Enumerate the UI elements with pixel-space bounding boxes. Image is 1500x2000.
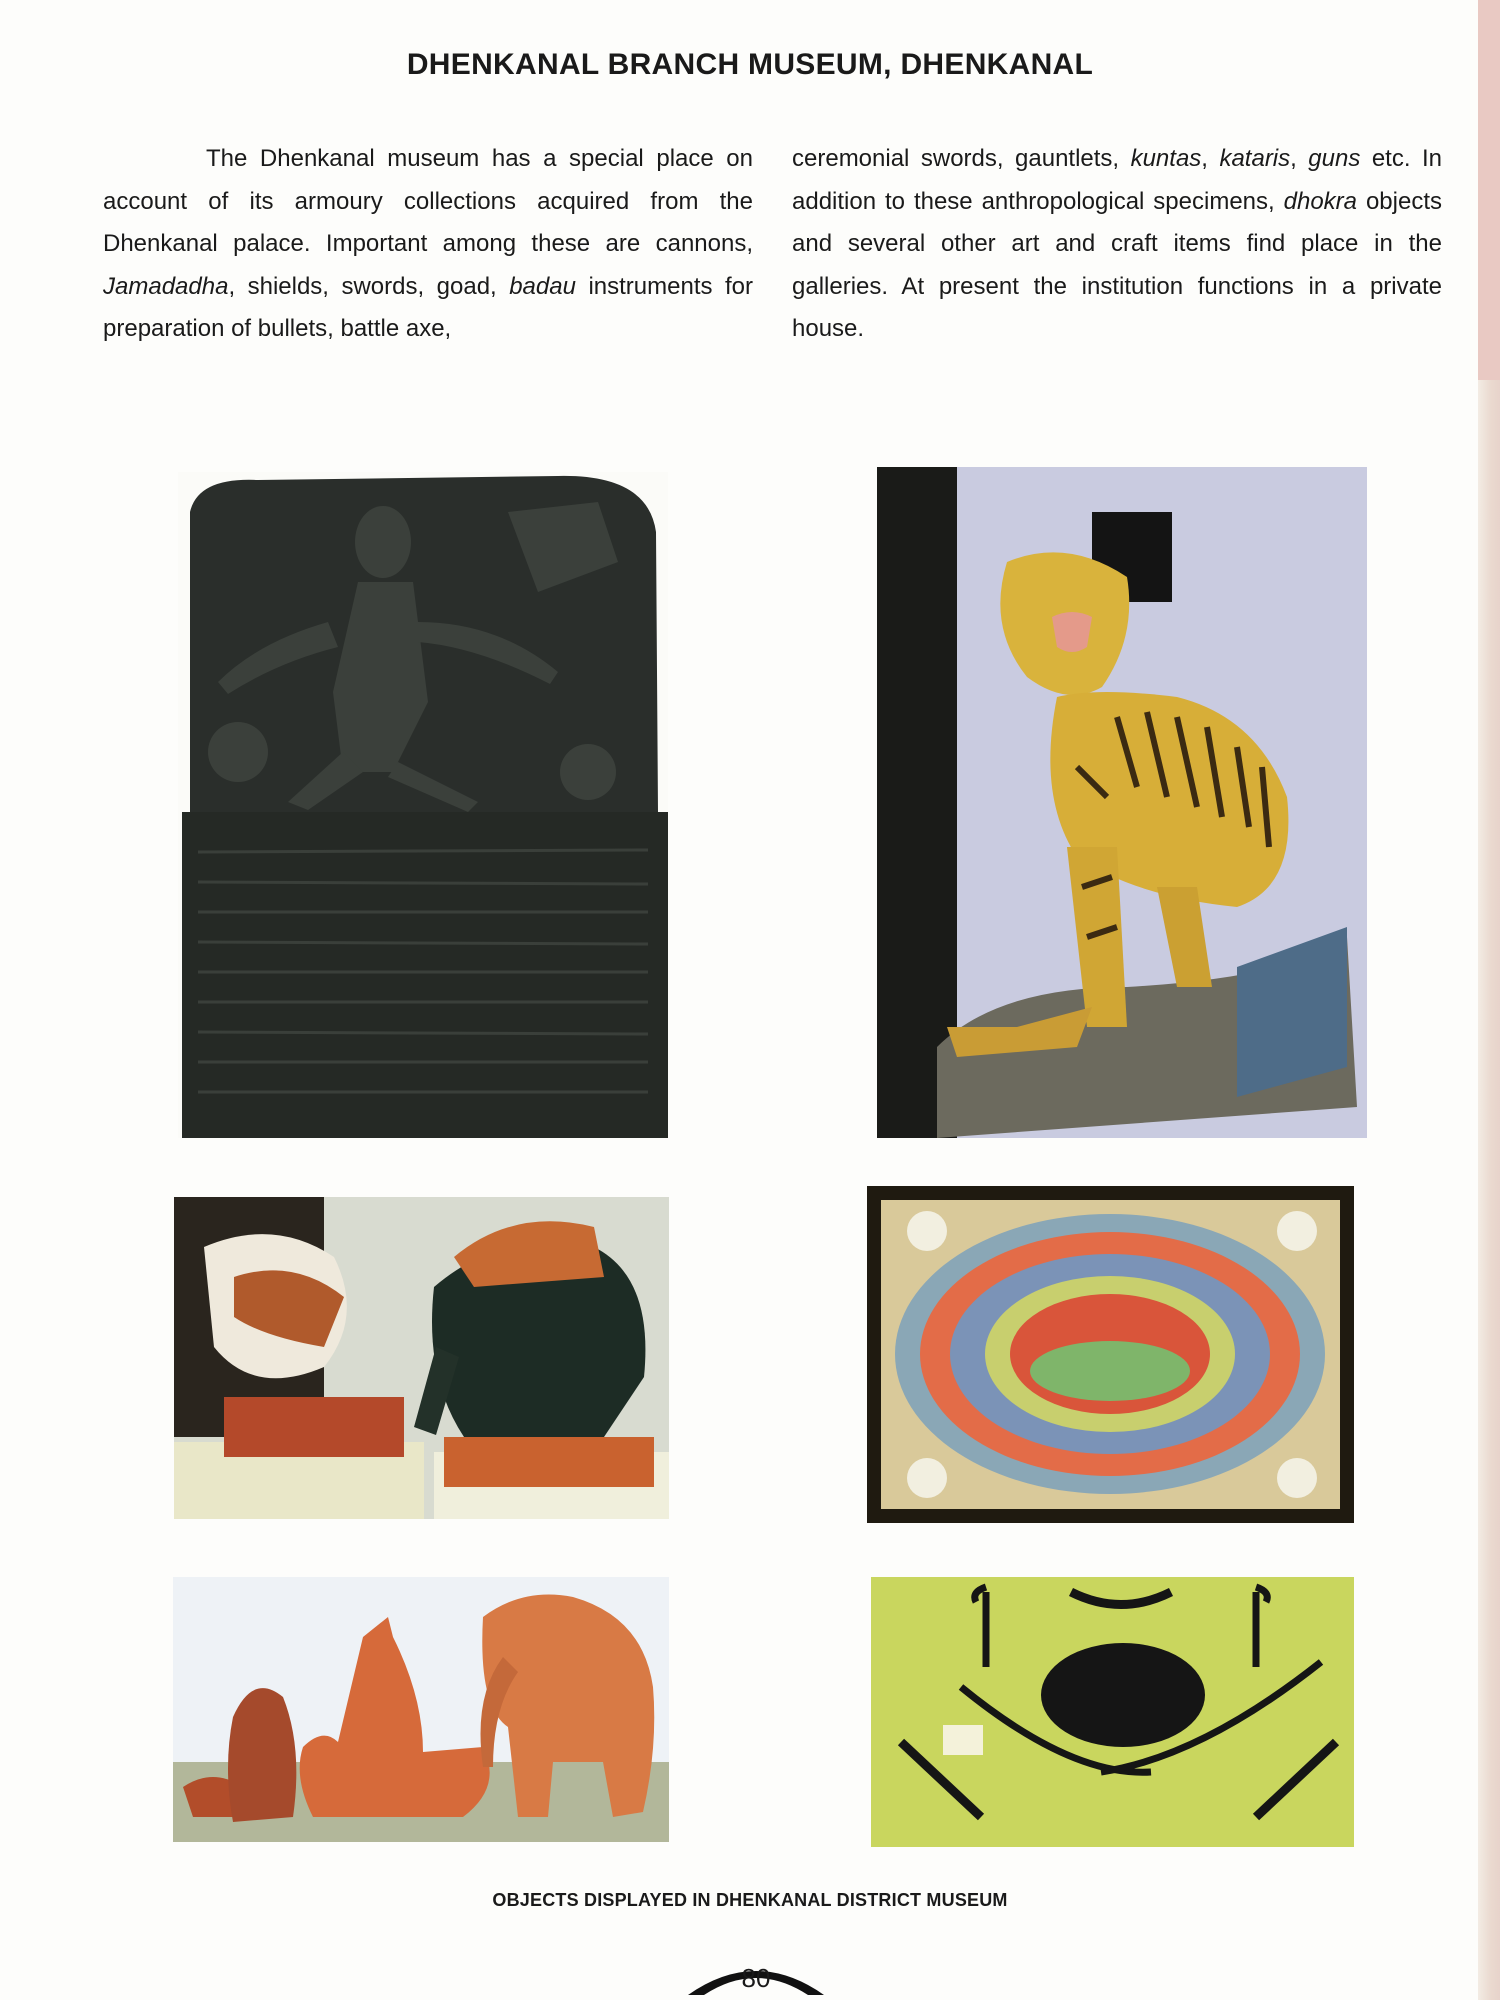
photo-weapons-display	[871, 1577, 1354, 1847]
photo-terracotta-figures	[173, 1577, 669, 1842]
photo-painted-animals	[174, 1197, 669, 1519]
photo-pattachitra-painting	[867, 1186, 1354, 1523]
italic-term: badau	[509, 272, 576, 300]
italic-term: kuntas	[1130, 145, 1202, 172]
paragraph-left: The Dhenkanal museum has a special place on account of its armoury collections acquired from the Dhenkanal palace. Important among these are cannons, Jamadadha, shields, swords, goad, badau instruments for preparation of bullets, battle axe,	[103, 145, 753, 342]
italic-term: kataris	[1219, 145, 1291, 172]
italic-term: guns	[1308, 145, 1361, 172]
page-number-badge	[686, 1953, 826, 1997]
page-number: 80	[741, 1963, 771, 1993]
page-title: DHENKANAL BRANCH MUSEUM, DHENKANAL	[406, 48, 1094, 81]
text-column-left	[103, 138, 753, 351]
text-column-right	[792, 138, 1442, 351]
photo-stone-sculpture	[178, 472, 668, 1138]
photo-tiger	[877, 467, 1367, 1138]
figure-caption: OBJECTS DISPLAYED IN DHENKANAL DISTRICT MUSEUM	[492, 1890, 1008, 1910]
paragraph-right: ceremonial swords, gauntlets, kuntas, kataris, guns etc. In addition to these anthropological specimens, dhokra objects and several other art and craft items find place in the galleries. At present the institution functions in a private house.	[792, 145, 1442, 342]
italic-term: Jamadadha	[103, 272, 229, 300]
italic-term: dhokra	[1283, 187, 1358, 215]
